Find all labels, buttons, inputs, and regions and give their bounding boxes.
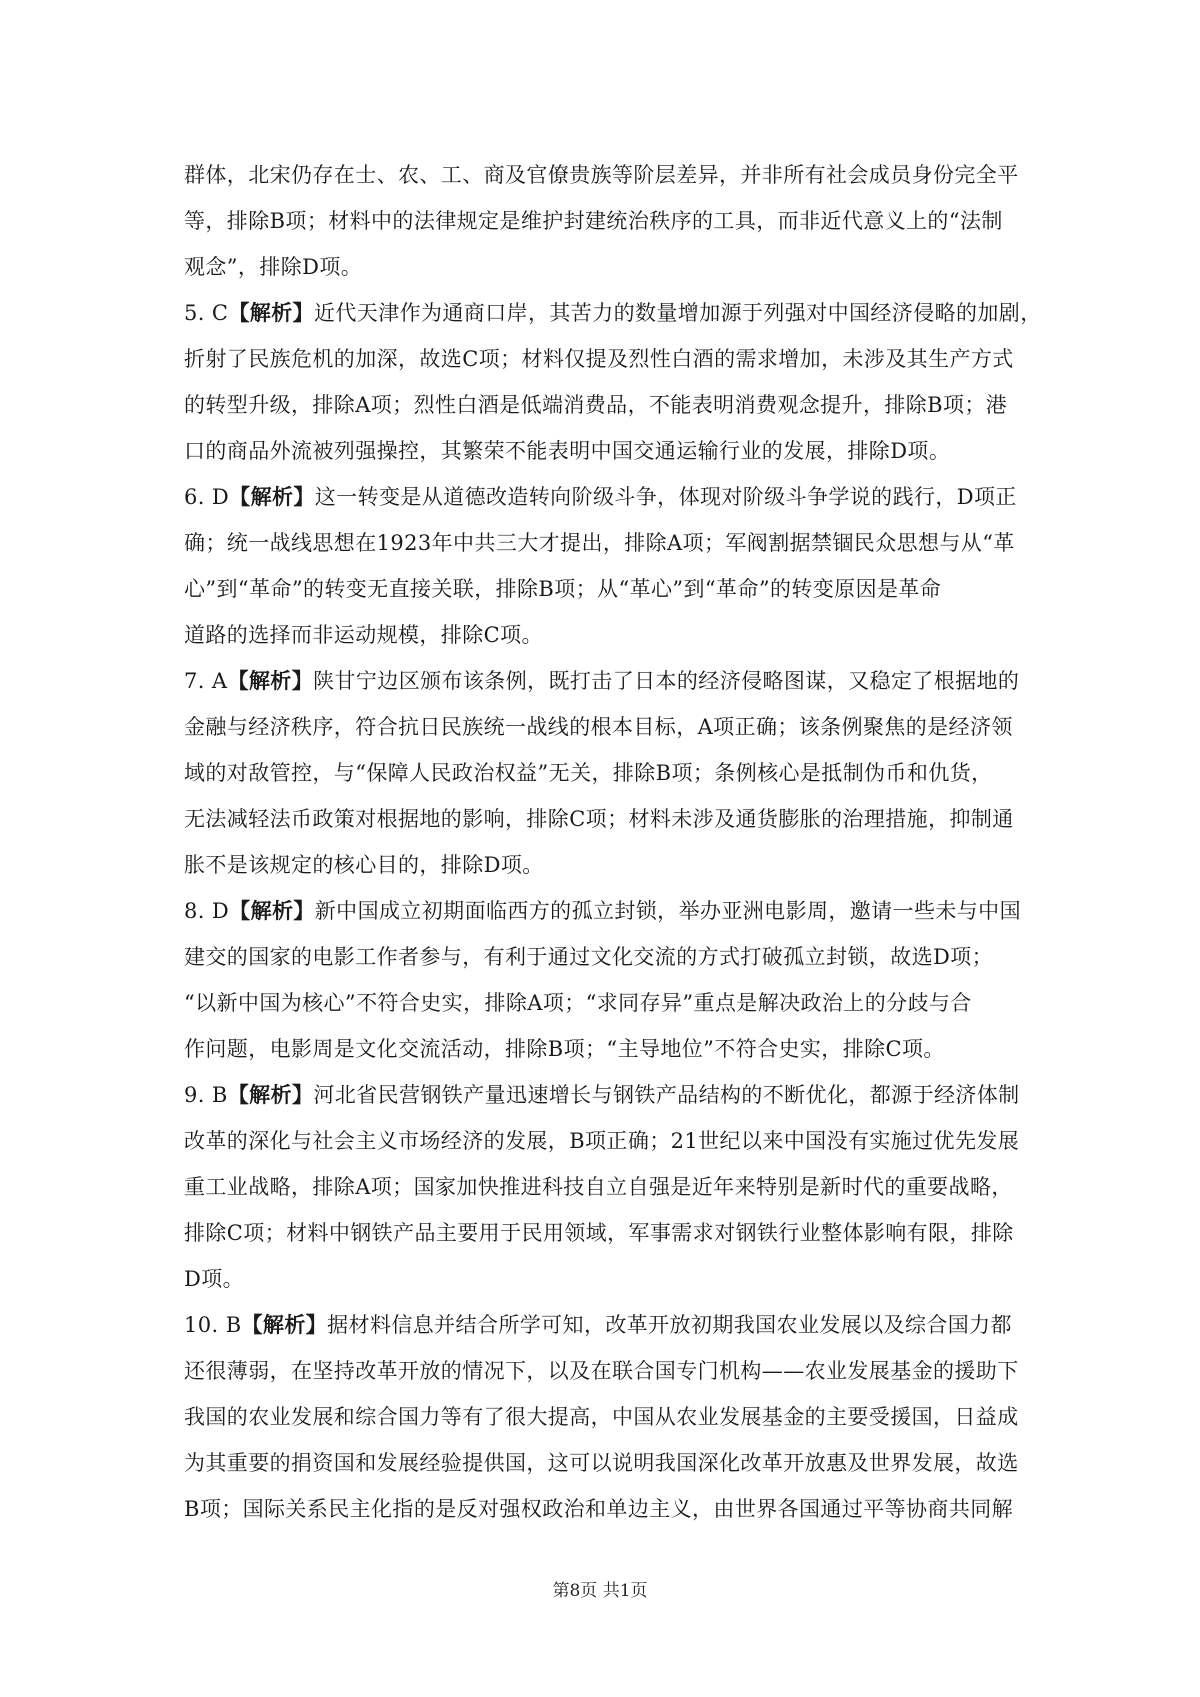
question-number: 8. bbox=[184, 899, 205, 923]
text-line: 我国的农业发展和综合国力等有了很大提高，中国从农业发展基金的主要受援国，日益成 bbox=[184, 1405, 1019, 1429]
paragraph-continuation bbox=[184, 152, 1024, 290]
text-line: 折射了民族危机的加深，故选C项；材料仅提及烈性白酒的需求增加，未涉及其生产方式 bbox=[184, 347, 1014, 371]
text-line: 金融与经济秩序，符合抗日民族统一战线的根本目标，A项正确；该条例聚焦的是经济领 bbox=[184, 715, 1013, 739]
text-line: 改革的深化与社会主义市场经济的发展，B项正确；21世纪以来中国没有实施过优先发展 bbox=[184, 1129, 1020, 1153]
analysis-text: 陕甘宁边区颁布该条例，既打击了日本的经济侵略图谋，又稳定了根据地的 bbox=[313, 669, 1020, 693]
text-line: 等，排除B项；材料中的法律规定是维护封建统治秩序的工具，而非近代意义上的“法制 bbox=[184, 209, 1003, 233]
question-number: 5. bbox=[184, 301, 205, 325]
text-line: 重工业战略，排除A项；国家加快推进科技自立自强是近年来特别是新时代的重要战略， bbox=[184, 1175, 1013, 1199]
text-line: 确；统一战线思想在1923年中共三大才提出，排除A项；军阀割据禁锢民众思想与从“革 bbox=[184, 531, 1015, 555]
text-line: B项；国际关系民主化指的是反对强权政治和单边主义，由世界各国通过平等协商共同解 bbox=[184, 1497, 1014, 1521]
answer-letter: B bbox=[225, 1313, 242, 1337]
text-line: 还很薄弱，在坚持改革开放的情况下，以及在联合国专门机构——农业发展基金的援助下 bbox=[184, 1359, 1019, 1383]
answer-first-line bbox=[184, 290, 1042, 336]
text-line: 排除C项；材料中钢铁产品主要用于民用领域，军事需求对钢铁行业整体影响有限，排除 bbox=[184, 1221, 1014, 1245]
text-line: D项。 bbox=[184, 1267, 245, 1291]
answer-letter: A bbox=[211, 669, 228, 693]
analysis-tag: 【解析】 bbox=[227, 668, 314, 693]
answer-item-7 bbox=[184, 658, 1024, 888]
text-line: 群体，北宋仍存在士、农、工、商及官僚贵族等阶层差异，并非所有社会成员身份完全平 bbox=[184, 163, 1019, 187]
answer-first-line bbox=[184, 474, 1024, 520]
text-line: 建交的国家的电影工作者参与，有利于通过文化交流的方式打破孤立封锁，故选D项； bbox=[184, 945, 994, 969]
answer-item-6 bbox=[184, 474, 1024, 658]
text-line: 口的商品外流被列强操控，其繁荣不能表明中国交通运输行业的发展，排除D项。 bbox=[184, 439, 951, 463]
answer-first-line bbox=[184, 888, 1024, 934]
text-line: 的转型升级，排除A项；烈性白酒是低端消费品，不能表明消费观念提升，排除B项；港 bbox=[184, 393, 1008, 417]
text-line: 为其重要的捐资国和发展经验提供国，这可以说明我国深化改革开放惠及世界发展，故选 bbox=[184, 1451, 1019, 1475]
analysis-tag: 【解析】 bbox=[241, 1312, 328, 1337]
answer-letter: D bbox=[211, 485, 230, 509]
answer-item-8 bbox=[184, 888, 1024, 1072]
answer-first-line bbox=[184, 658, 1024, 704]
text-line: 作问题，电影周是文化交流活动，排除B项；“主导地位”不符合史实，排除C项。 bbox=[184, 1037, 945, 1061]
analysis-text: 据材料信息并结合所学可知，改革开放初期我国农业发展以及综合国力都 bbox=[327, 1313, 1012, 1337]
question-number: 9. bbox=[184, 1083, 205, 1107]
text-line: 域的对敌管控，与“保障人民政治权益”无关，排除B项；条例核心是抵制伪币和仇货， bbox=[184, 761, 993, 785]
answer-item-10 bbox=[184, 1302, 1024, 1532]
text-line: 无法减轻法币政策对根据地的影响，排除C项；材料未涉及通货膨胀的治理措施，抑制通 bbox=[184, 807, 1014, 831]
text-line: 胀不是该规定的核心目的，排除D项。 bbox=[184, 853, 544, 877]
text-line: 道路的选择而非运动规模，排除C项。 bbox=[184, 623, 543, 647]
answer-first-line bbox=[184, 1072, 1024, 1118]
question-number: 10. bbox=[184, 1313, 219, 1337]
page-content bbox=[184, 152, 1042, 1532]
answer-letter: C bbox=[211, 301, 229, 325]
text-line: 心”到“革命”的转变无直接关联，排除B项；从“革心”到“革命”的转变原因是革命 bbox=[184, 577, 942, 601]
analysis-tag: 【解析】 bbox=[229, 898, 315, 923]
analysis-text: 河北省民营钢铁产量迅速增长与钢铁产品结构的不断优化，都源于经济体制 bbox=[313, 1083, 1020, 1107]
analysis-text: 这一转变是从道德改造转向阶级斗争，体现对阶级斗争学说的践行，D项正 bbox=[314, 485, 1017, 509]
question-number: 6. bbox=[184, 485, 205, 509]
question-number: 7. bbox=[184, 669, 205, 693]
analysis-tag: 【解析】 bbox=[227, 1082, 314, 1107]
answer-item-9 bbox=[184, 1072, 1024, 1302]
answer-letter: D bbox=[211, 899, 230, 923]
analysis-text: 近代天津作为通商口岸，其苦力的数量增加源于列强对中国经济侵略的加剧， bbox=[314, 301, 1042, 325]
page-footer: 第8页 共1页 bbox=[552, 1581, 648, 1601]
analysis-text: 新中国成立初期面临西方的孤立封锁，举办亚洲电影周，邀请一些未与中国 bbox=[314, 899, 1021, 923]
text-line: 观念”，排除D项。 bbox=[184, 255, 363, 279]
analysis-tag: 【解析】 bbox=[228, 300, 314, 325]
answer-first-line bbox=[184, 1302, 1024, 1348]
answer-item-5 bbox=[184, 290, 1042, 474]
answer-letter: B bbox=[211, 1083, 228, 1107]
analysis-tag: 【解析】 bbox=[229, 484, 315, 509]
text-line: “以新中国为核心”不符合史实，排除A项；“求同存异”重点是解决政治上的分歧与合 bbox=[184, 991, 972, 1015]
